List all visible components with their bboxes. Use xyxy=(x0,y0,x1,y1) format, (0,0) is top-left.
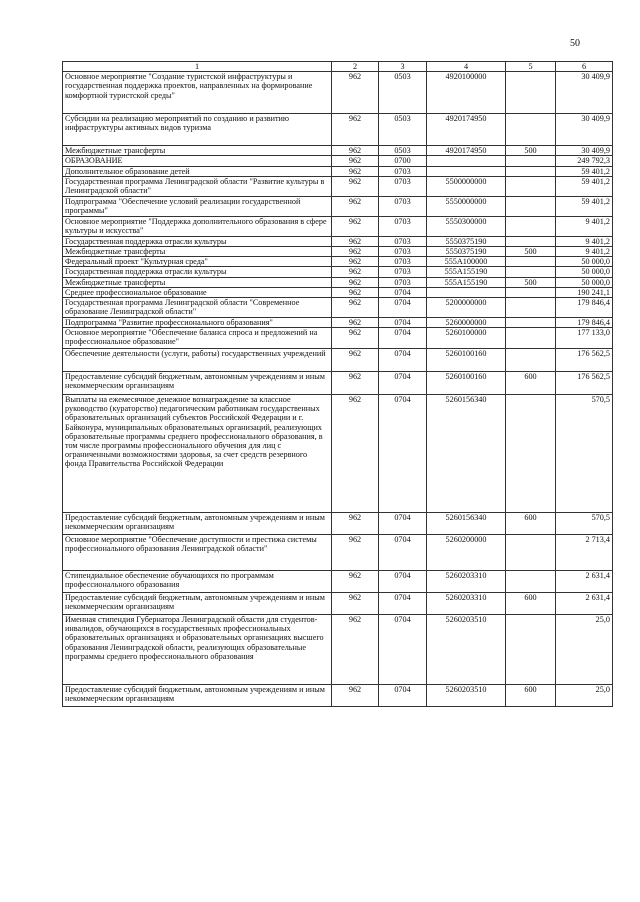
cell-expense-type xyxy=(506,72,556,114)
cell-admin-code: 962 xyxy=(332,328,379,349)
cell-name: Предоставление субсидий бюджетным, автономным учреждениям и иным некоммерческим организациям xyxy=(63,513,332,535)
cell-amount: 25,0 xyxy=(556,615,613,685)
cell-expense-type xyxy=(506,236,556,246)
table-row xyxy=(63,156,613,166)
cell-name: Предоставление субсидий бюджетным, автономным учреждениям и иным некоммерческим организациям xyxy=(63,372,332,395)
cell-name: Государственная программа Ленинградской области "Развитие культуры в Ленинградской области" xyxy=(63,176,332,196)
cell-amount: 176 562,5 xyxy=(556,372,613,395)
table-row xyxy=(63,615,613,685)
cell-admin-code: 962 xyxy=(332,146,379,156)
cell-target-code xyxy=(427,166,506,176)
cell-admin-code: 962 xyxy=(332,287,379,297)
cell-amount: 570,5 xyxy=(556,513,613,535)
cell-target-code: 5550375190 xyxy=(427,246,506,256)
cell-amount: 190 241,1 xyxy=(556,287,613,297)
cell-amount: 2 713,4 xyxy=(556,535,613,571)
cell-section-code: 0704 xyxy=(379,297,427,317)
cell-expense-type: 500 xyxy=(506,246,556,256)
cell-section-code: 0704 xyxy=(379,287,427,297)
cell-admin-code: 962 xyxy=(332,395,379,513)
table-row xyxy=(63,287,613,297)
cell-section-code: 0703 xyxy=(379,267,427,277)
cell-amount: 30 409,9 xyxy=(556,72,613,114)
cell-target-code xyxy=(427,287,506,297)
cell-expense-type: 600 xyxy=(506,372,556,395)
cell-admin-code: 962 xyxy=(332,317,379,327)
cell-amount: 9 401,2 xyxy=(556,246,613,256)
cell-target-code: 5260200000 xyxy=(427,535,506,571)
cell-target-code: 4920174950 xyxy=(427,146,506,156)
cell-expense-type: 500 xyxy=(506,277,556,287)
cell-amount: 2 631,4 xyxy=(556,593,613,615)
cell-expense-type: 600 xyxy=(506,513,556,535)
cell-target-code: 5260100160 xyxy=(427,372,506,395)
cell-section-code: 0704 xyxy=(379,317,427,327)
cell-expense-type xyxy=(506,535,556,571)
cell-target-code: 5550375190 xyxy=(427,236,506,246)
table-row xyxy=(63,114,613,146)
cell-section-code: 0703 xyxy=(379,246,427,256)
cell-target-code: 5260203510 xyxy=(427,685,506,707)
cell-expense-type xyxy=(506,395,556,513)
cell-amount: 50 000,0 xyxy=(556,277,613,287)
cell-name: Предоставление субсидий бюджетным, автономным учреждениям и иным некоммерческим организациям xyxy=(63,593,332,615)
table-row xyxy=(63,236,613,246)
cell-admin-code: 962 xyxy=(332,571,379,593)
cell-expense-type xyxy=(506,615,556,685)
cell-section-code: 0704 xyxy=(379,571,427,593)
table-row xyxy=(63,216,613,236)
cell-admin-code: 962 xyxy=(332,513,379,535)
cell-name: Государственная программа Ленинградской области "Современное образование Ленинградской области" xyxy=(63,297,332,317)
cell-section-code: 0704 xyxy=(379,328,427,349)
cell-target-code: 555A155190 xyxy=(427,267,506,277)
cell-section-code: 0503 xyxy=(379,114,427,146)
cell-expense-type: 500 xyxy=(506,146,556,156)
table-body xyxy=(63,72,613,707)
table-row xyxy=(63,297,613,317)
cell-target-code: 5200000000 xyxy=(427,297,506,317)
cell-section-code: 0503 xyxy=(379,72,427,114)
cell-section-code: 0703 xyxy=(379,176,427,196)
cell-name: Государственная поддержка отрасли культуры xyxy=(63,267,332,277)
cell-section-code: 0703 xyxy=(379,236,427,246)
cell-amount: 177 133,0 xyxy=(556,328,613,349)
cell-target-code: 555A155190 xyxy=(427,277,506,287)
cell-expense-type xyxy=(506,317,556,327)
table-row xyxy=(63,277,613,287)
table-row xyxy=(63,166,613,176)
cell-name: Стипендиальное обеспечение обучающихся по программам профессионального образования xyxy=(63,571,332,593)
table-row xyxy=(63,196,613,216)
cell-name: Основное мероприятие "Создание туристской инфраструктуры и государственная поддержка проектов, направленных на формирование комфортной туристской среды" xyxy=(63,72,332,114)
cell-target-code: 5550000000 xyxy=(427,196,506,216)
cell-admin-code: 962 xyxy=(332,685,379,707)
cell-expense-type xyxy=(506,156,556,166)
column-header-6: 6 xyxy=(556,62,613,72)
cell-section-code: 0704 xyxy=(379,513,427,535)
cell-name: Государственная поддержка отрасли культуры xyxy=(63,236,332,246)
table-row xyxy=(63,328,613,349)
cell-name: Межбюджетные трансферты xyxy=(63,146,332,156)
cell-section-code: 0703 xyxy=(379,216,427,236)
cell-amount: 9 401,2 xyxy=(556,236,613,246)
cell-target-code: 5500000000 xyxy=(427,176,506,196)
table-row xyxy=(63,176,613,196)
cell-name: Межбюджетные трансферты xyxy=(63,246,332,256)
table-row xyxy=(63,395,613,513)
cell-target-code: 5260000000 xyxy=(427,317,506,327)
cell-section-code: 0703 xyxy=(379,196,427,216)
table-row xyxy=(63,257,613,267)
cell-expense-type xyxy=(506,287,556,297)
cell-section-code: 0503 xyxy=(379,146,427,156)
table-row xyxy=(63,372,613,395)
cell-amount: 179 846,4 xyxy=(556,297,613,317)
cell-expense-type: 600 xyxy=(506,685,556,707)
cell-expense-type xyxy=(506,349,556,372)
cell-admin-code: 962 xyxy=(332,297,379,317)
cell-target-code xyxy=(427,156,506,166)
cell-admin-code: 962 xyxy=(332,166,379,176)
table-row xyxy=(63,571,613,593)
cell-amount: 30 409,9 xyxy=(556,146,613,156)
cell-amount: 179 846,4 xyxy=(556,317,613,327)
cell-amount: 176 562,5 xyxy=(556,349,613,372)
cell-expense-type xyxy=(506,328,556,349)
column-header-5: 5 xyxy=(506,62,556,72)
cell-admin-code: 962 xyxy=(332,277,379,287)
cell-name: Дополнительное образование детей xyxy=(63,166,332,176)
table-row xyxy=(63,246,613,256)
cell-name: Предоставление субсидий бюджетным, автономным учреждениям и иным некоммерческим организациям xyxy=(63,685,332,707)
cell-admin-code: 962 xyxy=(332,246,379,256)
cell-amount: 570,5 xyxy=(556,395,613,513)
cell-name: Именная стипендия Губернатора Ленинградской области для студентов-инвалидов, обучающихся в государственных профессиональных образовательных организациях и образовательных организациях высшего образования Ленинградской области, реализующих образовательные программы среднего профессионального образования xyxy=(63,615,332,685)
table-row xyxy=(63,513,613,535)
cell-amount: 2 631,4 xyxy=(556,571,613,593)
cell-section-code: 0704 xyxy=(379,593,427,615)
table-row xyxy=(63,535,613,571)
cell-admin-code: 962 xyxy=(332,156,379,166)
cell-name: Подпрограмма "Развитие профессионального образования" xyxy=(63,317,332,327)
cell-amount: 9 401,2 xyxy=(556,216,613,236)
cell-name: Среднее профессиональное образование xyxy=(63,287,332,297)
table-row xyxy=(63,593,613,615)
cell-expense-type xyxy=(506,216,556,236)
cell-target-code: 5260156340 xyxy=(427,513,506,535)
table-row xyxy=(63,72,613,114)
budget-table xyxy=(62,61,613,707)
cell-name: Выплаты на ежемесячное денежное вознаграждение за классное руководство (кураторство) педагогическим работникам государственных образовательных организаций субъектов Российской Федерации и г. Байконура, муниципальных образовательных организаций, реализующих образовательные программы среднего профессионального образования, в том числе программы профессионального обучения для лиц с ограниченными возможностями здоровья, за счет средств резервного фонда Правительства Российской Федерации xyxy=(63,395,332,513)
table-row xyxy=(63,146,613,156)
cell-admin-code: 962 xyxy=(332,216,379,236)
cell-admin-code: 962 xyxy=(332,615,379,685)
cell-name: ОБРАЗОВАНИЕ xyxy=(63,156,332,166)
table-row xyxy=(63,267,613,277)
cell-section-code: 0703 xyxy=(379,277,427,287)
cell-target-code: 5260100000 xyxy=(427,328,506,349)
table-row xyxy=(63,349,613,372)
cell-target-code: 4920174950 xyxy=(427,114,506,146)
cell-section-code: 0703 xyxy=(379,257,427,267)
column-header-3: 3 xyxy=(379,62,427,72)
cell-target-code: 5260203510 xyxy=(427,615,506,685)
cell-amount: 25,0 xyxy=(556,685,613,707)
cell-section-code: 0704 xyxy=(379,372,427,395)
cell-name: Основное мероприятие "Обеспечение баланса спроса и предложений на профессиональное образование" xyxy=(63,328,332,349)
cell-section-code: 0704 xyxy=(379,349,427,372)
table-header xyxy=(63,62,613,72)
cell-section-code: 0704 xyxy=(379,685,427,707)
cell-amount: 59 401,2 xyxy=(556,196,613,216)
cell-amount: 30 409,9 xyxy=(556,114,613,146)
cell-target-code: 555A100000 xyxy=(427,257,506,267)
cell-section-code: 0703 xyxy=(379,166,427,176)
cell-name: Обеспечение деятельности (услуги, работы) государственных учреждений xyxy=(63,349,332,372)
cell-expense-type xyxy=(506,257,556,267)
cell-name: Подпрограмма "Обеспечение условий реализации государственной программы" xyxy=(63,196,332,216)
cell-admin-code: 962 xyxy=(332,176,379,196)
column-header-1: 1 xyxy=(63,62,332,72)
cell-expense-type xyxy=(506,114,556,146)
cell-expense-type xyxy=(506,297,556,317)
table-row xyxy=(63,685,613,707)
cell-name: Субсидии на реализацию мероприятий по созданию и развитию инфраструктуры активных видов туризма xyxy=(63,114,332,146)
cell-target-code: 5550300000 xyxy=(427,216,506,236)
page-number: 50 xyxy=(570,38,580,49)
cell-name: Основное мероприятие "Поддержка дополнительного образования в сфере культуры и искусства" xyxy=(63,216,332,236)
cell-amount: 50 000,0 xyxy=(556,267,613,277)
cell-section-code: 0704 xyxy=(379,615,427,685)
cell-admin-code: 962 xyxy=(332,267,379,277)
cell-admin-code: 962 xyxy=(332,196,379,216)
cell-admin-code: 962 xyxy=(332,535,379,571)
cell-target-code: 5260100160 xyxy=(427,349,506,372)
cell-admin-code: 962 xyxy=(332,72,379,114)
cell-name: Федеральный проект "Культурная среда" xyxy=(63,257,332,267)
cell-amount: 59 401,2 xyxy=(556,176,613,196)
table-row xyxy=(63,317,613,327)
cell-expense-type xyxy=(506,166,556,176)
cell-admin-code: 962 xyxy=(332,593,379,615)
cell-section-code: 0704 xyxy=(379,395,427,513)
cell-admin-code: 962 xyxy=(332,236,379,246)
cell-admin-code: 962 xyxy=(332,372,379,395)
cell-expense-type xyxy=(506,571,556,593)
cell-admin-code: 962 xyxy=(332,349,379,372)
column-header-2: 2 xyxy=(332,62,379,72)
cell-amount: 249 792,3 xyxy=(556,156,613,166)
cell-name: Основное мероприятие "Обеспечение доступности и престижа системы профессионального образования Ленинградской области" xyxy=(63,535,332,571)
cell-expense-type: 600 xyxy=(506,593,556,615)
cell-name: Межбюджетные трансферты xyxy=(63,277,332,287)
cell-target-code: 5260203310 xyxy=(427,593,506,615)
cell-expense-type xyxy=(506,176,556,196)
cell-section-code: 0704 xyxy=(379,535,427,571)
cell-section-code: 0700 xyxy=(379,156,427,166)
cell-target-code: 5260156340 xyxy=(427,395,506,513)
cell-amount: 59 401,2 xyxy=(556,166,613,176)
cell-target-code: 5260203310 xyxy=(427,571,506,593)
column-header-4: 4 xyxy=(427,62,506,72)
cell-expense-type xyxy=(506,196,556,216)
cell-amount: 50 000,0 xyxy=(556,257,613,267)
cell-expense-type xyxy=(506,267,556,277)
cell-admin-code: 962 xyxy=(332,114,379,146)
cell-target-code: 4920100000 xyxy=(427,72,506,114)
cell-admin-code: 962 xyxy=(332,257,379,267)
